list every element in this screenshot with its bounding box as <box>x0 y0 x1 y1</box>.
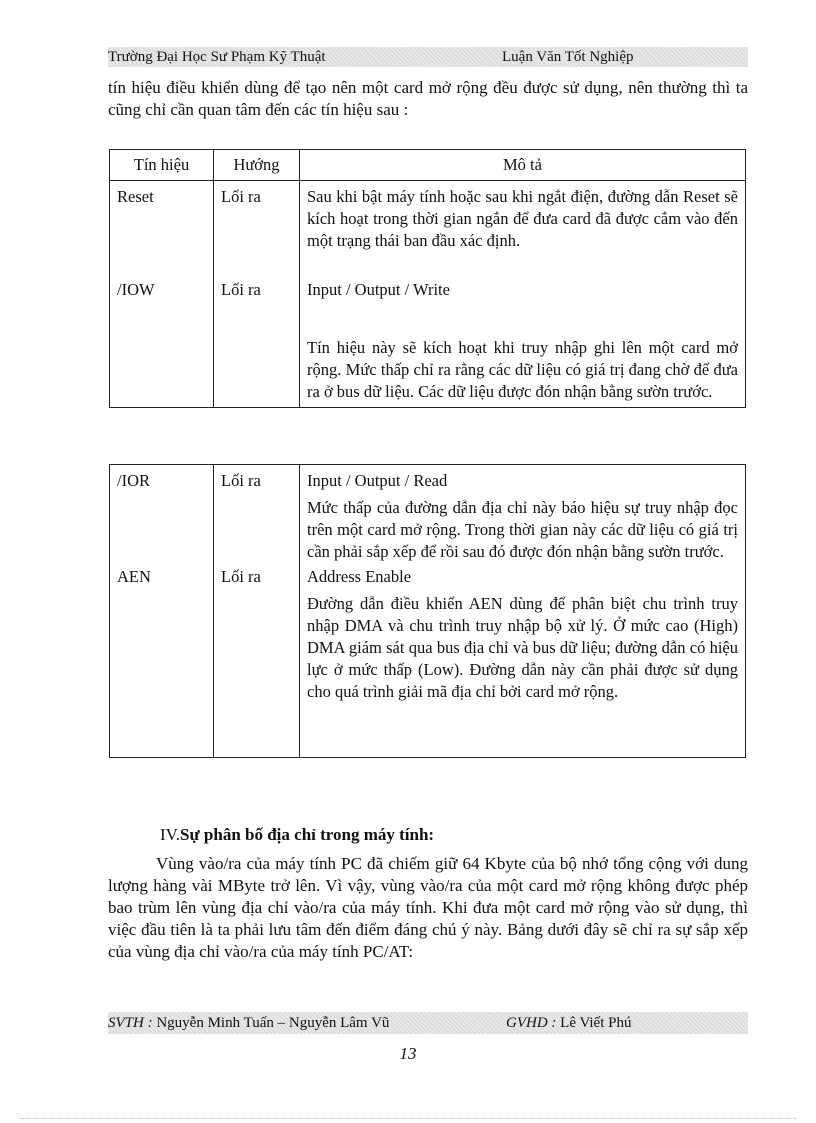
table-row-reset <box>110 181 746 280</box>
signal-direction: Lối ra <box>214 181 300 280</box>
page-number: 13 <box>399 1044 417 1063</box>
svth-label: SVTH : <box>108 1015 153 1031</box>
svth-names: Nguyễn Minh Tuấn – Nguyễn Lâm Vũ <box>156 1015 390 1031</box>
section-title: Sự phân bố địa chỉ trong máy tính: <box>180 825 435 844</box>
desc-text: Tín hiệu này sẽ kích hoạt khi truy nhập ghi lên một card mở rộng. Mức thấp chỉ ra rằng các dữ liệu có giá trị đang chờ để đưa ra ở bus dữ liệu. Các dữ liệu được đón nhận bằng sườn trước. <box>307 338 738 401</box>
table-row-iow <box>110 279 746 408</box>
desc-title: Input / Output / Read <box>307 471 448 490</box>
body-paragraph: Vùng vào/ra của máy tính PC đã chiếm giữ 64 Kbyte của bộ nhớ tổng cộng với dung lượng hàng vài MByte trở lên. Vì vậy, vùng vào/ra của một card mở rộng không được phép bao trùm lên vùng địa chỉ vào/ra của máy tính. Khi đưa một card mở rộng vào sử dụng, thì việc đầu tiên là ta phải lưu tâm đến điểm đáng chú ý này. Bảng dưới đây sẽ chỉ ra sự sắp xếp của vùng địa chỉ vào/ra của máy tính PC/AT: <box>108 854 748 961</box>
signal-description <box>300 563 746 758</box>
desc-text: Đường dẫn điều khiển AEN dùng để phân biệt chu trình truy nhập DMA và chu trình truy nhập bộ xử lý. Ở mức cao (High) DMA giám sát qua bus địa chỉ và bus dữ liệu; đường dẫn có hiệu lực ở mức thấp (Low). Đường dẫn này cần phải được sử dụng cho quá trình giải mã địa chỉ bởi card mở rộng. <box>307 594 738 701</box>
intro-paragraph: tín hiệu điều khiển dùng để tạo nên một card mở rộng đều được sử dụng, nên thường thì ta cũng chỉ cần quan tâm đến các tín hiệu sau : <box>108 78 748 119</box>
page-footer <box>108 1012 748 1034</box>
signal-name: /IOR <box>110 465 214 564</box>
signal-table-2 <box>109 464 746 758</box>
signal-direction: Lối ra <box>214 279 300 408</box>
signal-direction: Lối ra <box>214 465 300 564</box>
footer-students <box>108 1012 389 1034</box>
header-description: Mô tả <box>300 150 746 181</box>
gvhd-label: GVHD : <box>506 1015 557 1031</box>
signal-name: /IOW <box>110 279 214 408</box>
desc-text: Sau khi bật máy tính hoặc sau khi ngắt điện, đường dẫn Reset sẽ kích hoạt trong thời gian ngắn để đưa card đã được cắm vào đến một trạng thái ban đầu xác định. <box>307 187 738 250</box>
gvhd-name: Lê Viết Phú <box>560 1015 632 1031</box>
page-header <box>108 47 748 67</box>
header-thesis: Luận Văn Tốt Nghiệp <box>502 49 634 65</box>
header-signal: Tín hiệu <box>110 150 214 181</box>
desc-text: Mức thấp của đường dẫn địa chỉ này báo hiệu sự truy nhập đọc trên một card mở rộng. Trong thời gian này các dữ liệu có giá trị cần phải sắp xếp để rồi sau đó được đón nhận bằng sườn trước. <box>307 498 738 561</box>
table-header-row <box>110 150 746 181</box>
header-school: Trường Đại Học Sư Phạm Kỹ Thuật <box>108 49 326 65</box>
signal-name: AEN <box>110 563 214 758</box>
desc-title: Address Enable <box>307 567 412 586</box>
signal-direction: Lối ra <box>214 563 300 758</box>
section-heading <box>160 824 434 846</box>
table-row-aen <box>110 563 746 758</box>
footer-advisor <box>506 1012 631 1034</box>
page-bottom-rule <box>20 1118 796 1119</box>
desc-title: Input / Output / Write <box>307 280 450 299</box>
signal-description <box>300 465 746 564</box>
signal-table-1 <box>109 149 746 408</box>
signal-description <box>300 181 746 280</box>
signal-name: Reset <box>110 181 214 280</box>
signal-description <box>300 279 746 408</box>
table-row-ior <box>110 465 746 564</box>
section-number: IV. <box>160 825 180 844</box>
header-direction: Hướng <box>214 150 300 181</box>
